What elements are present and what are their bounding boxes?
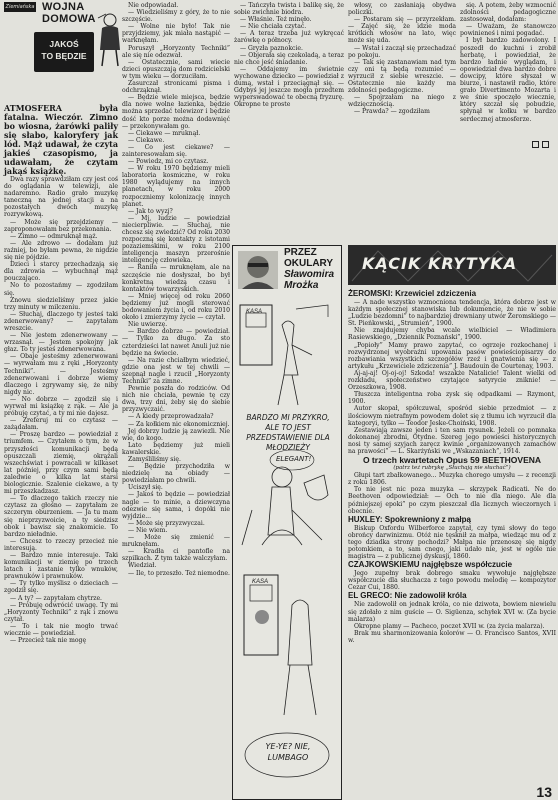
okulary-cartoons (232, 245, 342, 800)
col4-top-paragraph: — Prawda? — zgodziłam (354, 108, 430, 116)
kacik-subheading-beethoven: (patrz też rubrykę „Słuchają nie słuchać”) (393, 465, 511, 472)
okulary-title (284, 247, 342, 269)
kacik-krytyka-section (348, 245, 556, 800)
col1-paragraph: — Słuchaj, dlaczego ty jesteś taki zdenerwowany? — zapytałam wreszcie. (4, 310, 118, 332)
cartoon-kasa-label-1: KASA (246, 309, 263, 315)
article-column-4 (348, 2, 456, 116)
col3-top-paragraph: — A teraz trzeba już wykręcać żarówkę o północy. (234, 30, 344, 45)
col2-paragraph: — Na razie chciałbym wiedzieć, gdzie ona jest w tej chwili — szepnął nagle i rzucił „Horyzonty Techniki” za zimne. (122, 356, 230, 385)
col2-paragraph: — Wiedzieliśmy z góry, że to nie szczęście. (122, 9, 230, 24)
col2-paragraph: — Bardzo dobrze — powiedział. — Tylko za długo. Za sto czterdzieści lat nawet Anuli już nie będzie na świecie. (122, 328, 230, 357)
col2-paragraph: Pewnie poszła do rodziców. Od nich nie chciała, pewnie tę czy dwa, trzy dni, żeby się do siebie przyzwyczaić. (122, 385, 230, 414)
kacik-heading-el-greco: EL GRECO: Nie zadowolił króla (348, 591, 467, 601)
col2-paragraph: Zamyśliliśmy się. (128, 456, 181, 463)
cartoon-caption-2: ELEGANT! (276, 455, 312, 463)
cartoon-caption-3: YE-YE? NIE, LUMBAGO (265, 742, 311, 762)
col2-paragraph: — Ciekawe — mruknął. (128, 129, 201, 137)
col2-paragraph: Nie uwierzę. (128, 321, 168, 329)
kacik-paragraph: Okropne plamy — Pacheco, poczet XVII w. (za życia malarza). (354, 622, 545, 630)
col3-top-paragraph: — Objerała się czekoladą, a teraz nie chce jeść śniadanie. (234, 51, 344, 66)
episode-title (34, 32, 94, 72)
col5-top-paragraph: się. A potem, żeby wzmocnić zdolności pedagogiczne zastosował, dodałam: (460, 2, 556, 24)
col2-paragraph: Jej dobrzy ludzie ją zawiezli. Nie wie, do kogo. (122, 427, 230, 442)
okulary-title-2: OKULARY (284, 258, 334, 269)
kacik-paragraph: Zestawiają zawsze jeden i ten sam rysunek. Jeżeli co pomnaka dokonanej zbrodni, Otydne. Szereg jego powieści historycznych nosi ty samej szyjach zaręcz kwinie „organizowanych zamachów na prawości” — L. Skarżyński we „Wskazaniach”, 1914. (348, 426, 556, 455)
col2-paragraph: — Ostatecznie, sami wiecie dzieci opuszczają dom rodzicielski w tym wieku — dorzuciłam. (122, 58, 230, 80)
episode-title-line-2: TO BĘDZIE (41, 51, 87, 61)
col1-paragraph: — Próbuję odwrócić uwagę. Ty mi „Horyzonty Techniki” z rąk i znowu czytał. (4, 601, 118, 623)
article-column-2 (122, 2, 230, 798)
col2-paragraph: — Będzie przychodziła w niedzielę na obiady — powiedziałam po chwili. (122, 463, 230, 485)
col3-top-paragraph: — Właśnie. Też minęło. (240, 16, 312, 24)
section-tag: Ziemiańska (5, 4, 35, 10)
col3-top-paragraph: — Oddajemy im świetnie wychowane dziecko — powiedział z dumą, wstał i przeciągnął się. — Gdybyś jej jeszcze mogła przedtem wyperswadować te obecną fryzurę. Okropne te proste (234, 65, 344, 109)
col2-paragraph: — Może się zmienić — mruknęłam. (122, 534, 230, 549)
col1-paragraph: Znowu siedzieliśmy przez jakie trzy minuty w milczeniu. (4, 296, 118, 311)
okulary-author (284, 269, 334, 291)
col2-paragraph: — Kradła ci pantofle na szpilkach. Z tym także walczyłam. (122, 548, 230, 563)
col1-paragraph: — To i tak nie mogło trwać wiecznie — powiedział. (4, 622, 118, 637)
kacik-paragraph: Autor skopał, spółczuwal, spośród siebie przedmiot — z ilościowym nietrafnym powodem dolet się z tłumu ich wyrzucił dla kategoryi, tylko — Teodor Jeske-Choiński, 1908. (348, 405, 556, 427)
col1-paragraph: — To dlaczego takich rzeczy nie czytasz za głośno — zapytałam ze szczerym oburzeniem. — Ja tu mam się nieprzyzwoicie, a ty siedzisz obok i bawisz się znakomicie. To bardzo nieładnie. (4, 495, 118, 538)
page-number: 13 (536, 784, 552, 800)
col2-paragraph: — A kiedy przeprowadzała? (128, 413, 214, 421)
col1-paragraph: — Przecież tak nie mogę (10, 637, 87, 645)
col2-paragraph: Nie odpowiadał. (128, 2, 179, 9)
episode-title-line-1: JAKOŚ (49, 39, 79, 49)
kacik-paragraph: Nie znajdujemy chyba wcale wielbiciel — Władimiera Rasiewskiego, „Dziennik Poznański”, 1900. (348, 327, 556, 342)
col1-paragraph: — Może się przejdziemy — zaproponowałam bez przekonania. (4, 218, 118, 233)
col1-paragraph: — A ty? — zapytałam chytrze. (10, 594, 102, 602)
col2-paragraph: — Mniej więcej od roku 2060 będziemy już mogli sterować bodowaniem życia i, od roku 2010 około i zmierzymy życie — czytał. (122, 292, 230, 322)
kacik-paragraph: Nie zadowolił on jednak króla, co nie dziwota, bowiem niewielu się zdołało z nim guście — O. Sigüenza, schyłek XVI w. (Za bycie malarza) (348, 601, 556, 623)
col2-paragraph: — Ciekawe. (128, 136, 165, 144)
col4-top-paragraph: — Spojrzałam na niego z wdzięcznością. (348, 94, 456, 109)
kacik-section-huxley (348, 525, 556, 560)
article-column-5 (460, 2, 556, 142)
col1-paragraph: Dwa razy sprawdziłam czy jest coś do oglądania w telewizji, ale nadaremno. Radio grało muzykę taneczną na jednej stacji a na pozostałych dwóch muzykę rozrywkową. (4, 176, 118, 219)
cartoon-kasa-label-2: KASA (252, 579, 269, 585)
kacik-paragraph: Tłuszcza inteligentna roba zysk się odpadkami — Rzymont, 1900. (348, 391, 556, 406)
col2-paragraph: — Jakoś to będzie — powiedział nagle — to minie, a dziewczyna odezwie się sama, i dopóki nie wyjdzie... (122, 491, 230, 520)
przez-okulary-box (232, 245, 342, 800)
column-title: WOJNA DOMOWA (42, 1, 96, 25)
kacik-heading-zeromski: ŻEROMSKI: Krzewiciel zdziczenia (348, 289, 477, 298)
col1-paragraph: — Bardzo mnie interesuje. Taki komunikacji w ziemię po trzech latach i zastanie tylko wnuków, prawnuków i prawnuków. (4, 551, 118, 581)
col2-paragraph: Uciszył się. (128, 484, 163, 492)
kacik-paragraph: Głupi tart zbałkowanego... Muzyka chorego umysłu — z recenzji z roku 1806. (348, 472, 556, 487)
kacik-section-beethoven (348, 472, 556, 515)
col4-top-paragraph: — Tak się zastanawiam nad tym czy oni tą będą rozumieć — wyrzucił z siebie wreszcie. — Ostatecznie nie każdy ma zdolności pedagogiczne. (348, 58, 456, 95)
kacik-paragraph: — A nade wszystko wzmocniona tendencja, która dobrze jest w każdym społecznej stanowiska lub dokumencie, że nie w sobie „Ludzie bezdomni” to najbardziej drewniany utwór Żeromskiego — St. Pieńkowski, „Strumień”, 1900. (348, 299, 556, 328)
article-column-1 (4, 104, 118, 798)
col5-top-paragraph: I był bardzo zadowolony. I poszedł do kuchni i zrobił herbatę, i powiedział, że bardzo ładnie wyglądam, i opowiedział dwa bardzo dobre dowcipy, które słyszał w biurze, i nastawił radio, które grało Divertimento Mozarta i we śnie spoczęło wiecznie, który szczał się pobudzie, spłynął w kołku w bardzo serdecznej atmosferze. (460, 37, 556, 123)
col2-paragraph: — Raniła — mruknęłam, ale na szczęście nie dosłyszał, bo był konkretną wiedzą czasu i kontaktów towarzyskich. (122, 264, 230, 293)
col4-top-paragraph: — Postaram się — przyrzekłam. — Zajęć się, że idzie moda krótkich włosów na lato, więc może się uda. (348, 16, 456, 45)
kacik-paragraph: To nie jest nic poza muzyka — skrzypek Radicati. Ne do Beethoven odpowiedział: — Och to nie dla niego. Ale dla późniejszej epoki” po czym pieszczał dla licznych wieczornych i obecnie. (348, 486, 556, 515)
col2-paragraph: — Powiedz, mi co czytasz. (128, 158, 209, 166)
kacik-section-czajkowski (348, 570, 556, 591)
col2-paragraph: — Wolne nie było! Tak nie przyjdziemy, jak miała nastąpić — warknęłam. (122, 23, 230, 45)
kacik-content (348, 289, 556, 797)
okulary-title-1: PRZEZ (284, 247, 317, 258)
col2-paragraph: — Nie wiem. (128, 526, 168, 534)
col5-top-paragraph: — Uważam, że stanowczo powinieneś i nimi pogadać. (460, 23, 556, 38)
col1-paragraph: — Obaje jesteśmy zdenerwowani — wyrwałam mu z ręki „Horyzonty Techniki”. — Jesteśmy zdenerwowani i dobrze wiemy dlaczego i zgrywamy się, że niby nigdy nic. (4, 353, 118, 396)
kacik-paragraph: „Popioły” Mamy prawo zapytać, co ogrzeje rozkochanej i rozwydrzonej wyobraźni upowania pasów powieściopisarzy do rozbawiania wszystkich szczegółów rzeź i gnatwienia się — z artykułu „Krzewiciele zdziczenia” J. Baudouin de Courtenay, 1903. (348, 341, 556, 370)
col4-top-paragraph: — Wstał i zaczął się przechadzać po pokoju. (348, 44, 456, 59)
kacik-heading-beethoven: O trzech kwartetach Opus 59 BEETHOVENA (362, 455, 542, 466)
col1-paragraph: — Zreferuj mi co czytasz — zażądałam. (4, 417, 118, 432)
okulary-author-2: Mrożka (284, 280, 319, 291)
kacik-paragraph: Biskup Oxfordu Wilberforce zapytał, czy tymi słowy do tego obrońcy darwinizmu. Otóż nie tęsknił za małpa, wiedząc mu od z tego dziadka strony pochodzi? Małpa nie przenoszę się nigdy potomkiem, a to, sam cnego, jaki udało nie, jest w ogóle nie magistra — z publicznej dyskusji, 1860. (348, 524, 556, 561)
article-column-3 (234, 2, 344, 109)
col3-top-paragraph: — Tańczyła twista i balikę się, że sobie zwichnie biodra. (234, 2, 344, 17)
col1-paragraph: — Ale zdrowo — dodałam już raźniej, bo byłam pewna, że nigdzie się nie pójdzie. (4, 239, 118, 262)
col1-paragraph: — Zimno — odmruknął mąż. (10, 232, 98, 240)
kacik-paragraph: Aj-aj-aj! Oj-oj-oj! Szkoda! wszakże Natalicie! Talent wielki od rozkładu, społeczeństwo czytające satyrycie zniknie! — Orzeszkowa, 1908. (348, 369, 556, 392)
kacik-section-zeromski (348, 299, 556, 455)
col1-paragraph: — Proszę bardzo — powiedział z triumfem. — Czytałem o tym, że w przyszłości komunikacji będą opuszczali ziemię, okrążali wszechświat i powracali w kilkaset lat później, przy czym sami będą zaledwie o kilka lat starsi biologicznie. Szalenie ciekawe, a ty mi przeszkadzasz. (4, 431, 118, 496)
col1-paragraph: No to pozostańmy — zgodziłam się. (4, 282, 118, 297)
col3-top-paragraph: — Gryzła paznokcie. (240, 44, 303, 52)
col3-top-paragraph: — Nie chciała czytać. (240, 23, 307, 31)
okulary-author-1: Sławomira (284, 269, 335, 280)
kacik-heading-huxley: HUXLEY: Spokrewniony z małpą (348, 514, 471, 524)
col2-paragraph: — W roku 1970 będziemy mieli laboratoria kosmiczne, w roku 1980 wylądujemy na innych planetach, w roku 2000 rozpoczniemy kolonizację innych planet. (122, 165, 230, 208)
col2-paragraph: — Mj, ludzie — powiedział niecierpliwie. — Słuchaj, nie chcesz się zwiedzić? Od roku 2030 rozpoczną się kontakty z istotami pozaziemskimi, w roku 2100 inteligencja maszyn przerośnie inteligencję człowieka. (122, 214, 230, 265)
col2-paragraph: — Ile, to przeszło. Też niemodne. (128, 569, 230, 577)
col1-paragraph: ATMOSFERA była fatalna. Wieczór. Zimno bo wiosna, żarówki paliły się słabo, kaloryfery jak lód. Mąż udawał, że czyta jakieś czasopismo, ja udawałam, że czytam jakąś książkę. (4, 103, 118, 176)
article-header (4, 2, 118, 102)
kacik-section-el-greco (348, 601, 556, 644)
kacik-paragraph: Jego zupełny brak dobrego smaku wywołuje najgłębsze współczucie dla słuchacza z tego powodu melodię — kompozytor Cezar Cui, 1880. (348, 570, 556, 592)
col2-paragraph: — Będzie wiele miejsca, będzie dla nowe wolne łazienka, będzie można sprzedać telewizor i będzie dość kto porze można dodawnięć — przekonywałam go. (122, 94, 230, 130)
kacik-paragraph: Brak mu sharmonizowania kolorów — O. Francisco Santos, XVII w. (348, 629, 556, 644)
col2-paragraph: — Co jest ciekawe? — zainteresowałam się. (122, 143, 230, 158)
col2-paragraph: Wiedział. (128, 562, 157, 570)
cartoon-caption-1: BARDZO MI PRZYKRO, ALE TO JEST PRZEDSTAWIENIE DLA MŁODZIEŻY (246, 413, 330, 452)
col1-paragraph: Dzieci i starcy przechadzają się dla zdrowia — wybuchnął mąż pouczająco. (4, 261, 118, 283)
kacik-heading-czajkowski: CZAJKOWSKIEMU najgłębsze współczucie (348, 560, 513, 570)
col1-paragraph: — Nie jestem zdenerwowany — wrzasnął. — Jestem spokojny jak głaz. To ty jesteś zdenerwowana. (4, 332, 118, 354)
col2-paragraph: Zasurczał stronicami pisma i odchrząknął. (122, 80, 230, 95)
col2-paragraph: Poruszył „Horyzonty Techniki” ale się nie odezwał. (122, 44, 230, 59)
col1-paragraph: — No dobrze — zgodził się i wyrwał mi książkę z rąk. — Ale ja próbuję czytać, a ty mi nie dajesz. (4, 395, 118, 418)
col4-top-paragraph: włosy, co zasłaniają obydwa policzki. (348, 2, 456, 17)
col2-paragraph: Lato będziemy już mieli kawalerskie. (122, 441, 230, 456)
end-mark-icon (532, 133, 552, 152)
col2-paragraph: — Może się przyzwyczai. (128, 519, 205, 527)
col2-paragraph: — Za kołkiem nic ekonomiczniej. (128, 420, 230, 428)
col2-paragraph: — Jak to wyzj? (128, 207, 173, 215)
kacik-krytyka-title: KĄCIK KRYTYKA (362, 254, 518, 273)
col1-paragraph: — Chcesz to rzeczy przecież nie interesują. (4, 537, 118, 552)
col1-paragraph: — Ty tylko myślisz o dzieciach — zgodził się. (4, 580, 118, 595)
